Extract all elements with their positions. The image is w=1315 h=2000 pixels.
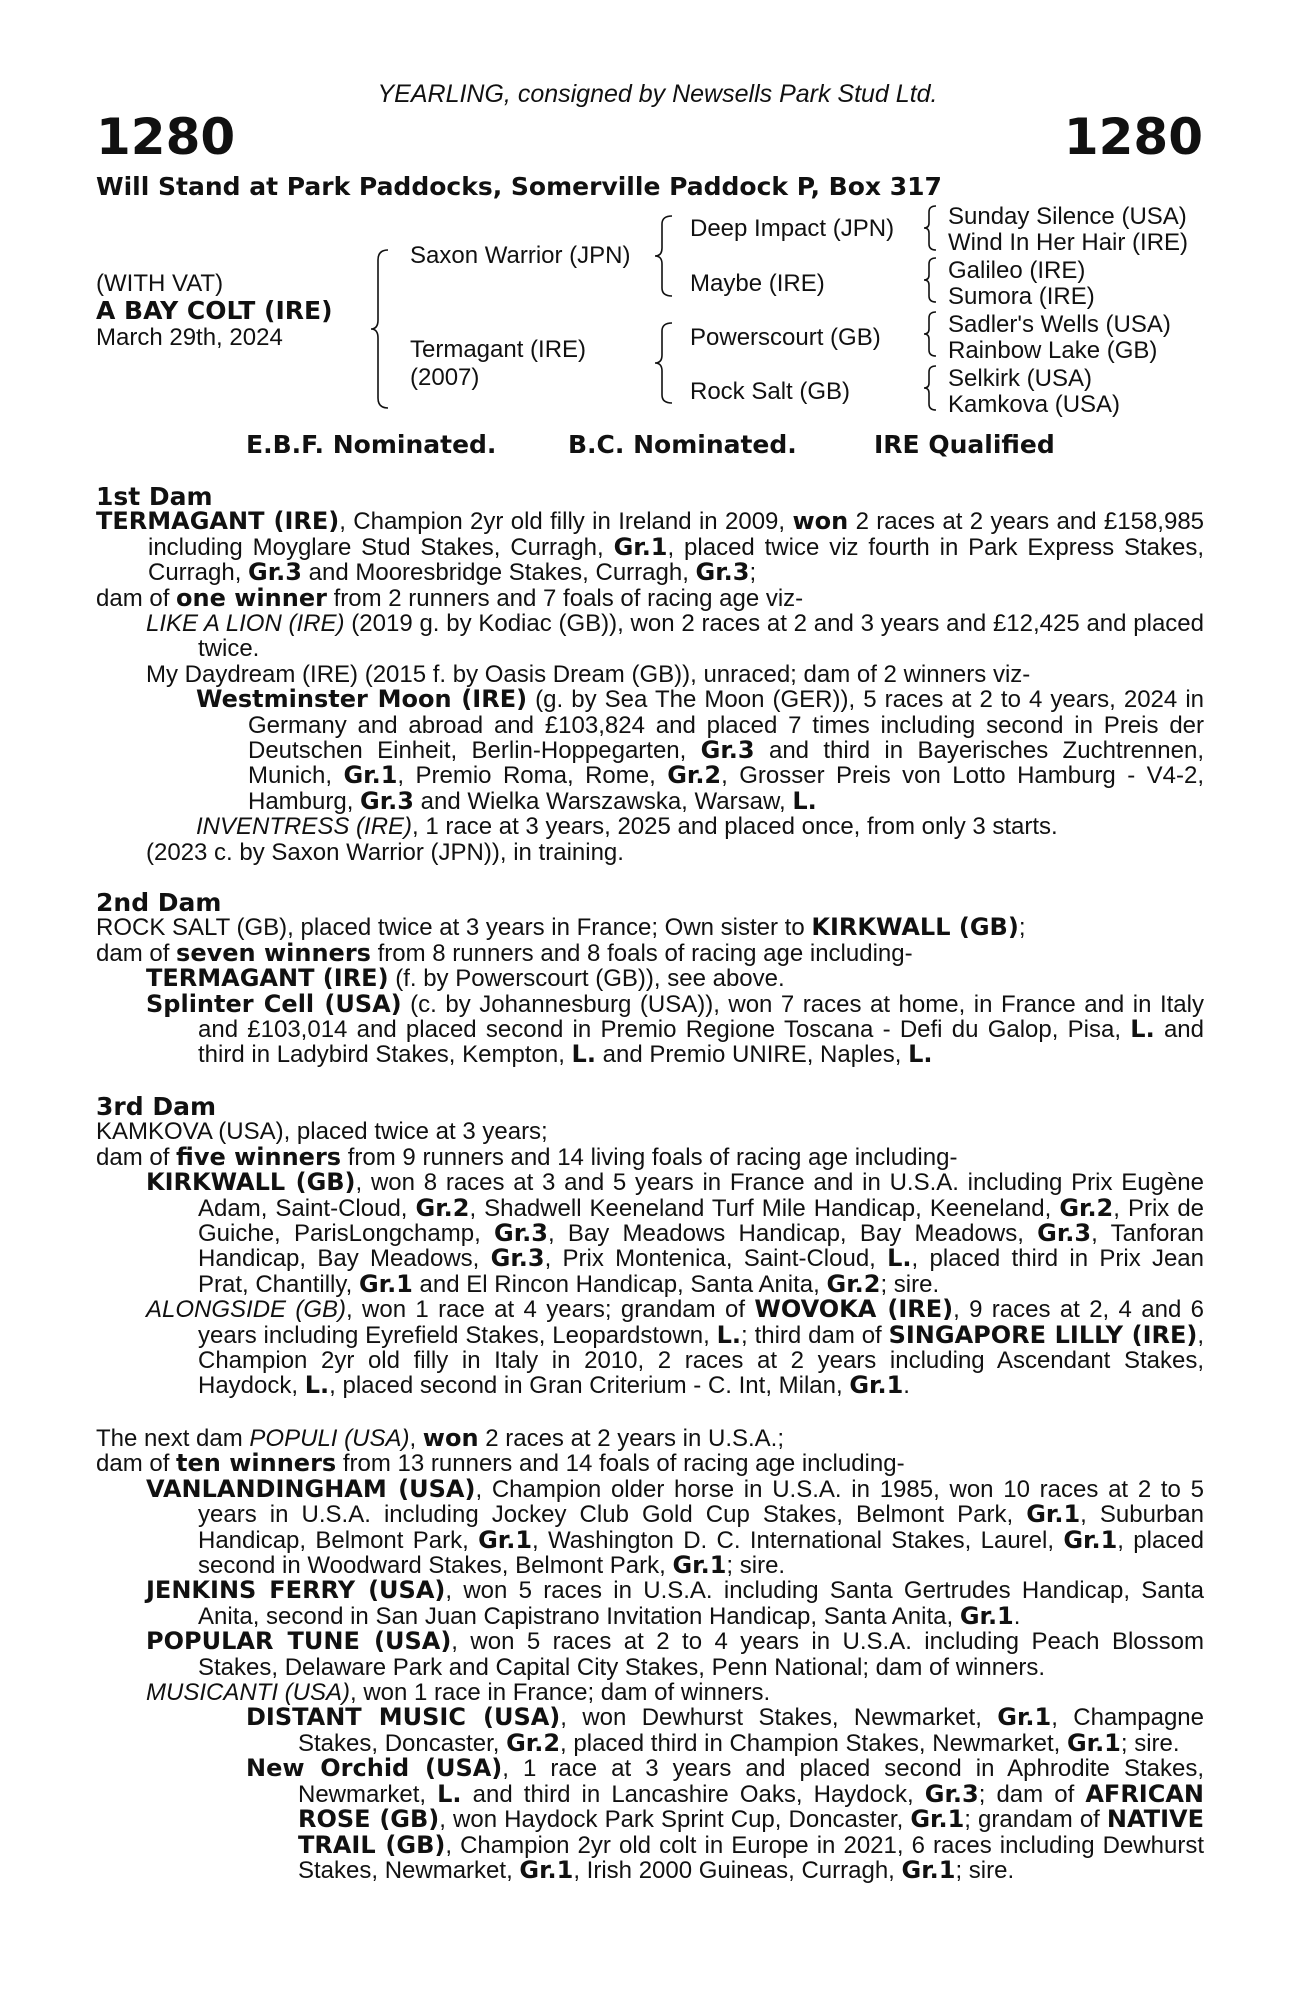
- nomination-bc: B.C. Nominated.: [568, 430, 797, 459]
- pedigree-brace-g1: [923, 204, 939, 252]
- lot-number-left: 1280: [96, 108, 236, 166]
- third-dam-foal-2: ALONGSIDE (GB), won 1 race at 4 years; grandam of WOVOKA (IRE), 9 races at 2, 4 and 6 years including Eyrefield Stakes, Leopardstown, L.; third dam of SINGAPORE LILLY (IRE), Champion 2yr old filly in Italy in 2010, 2 races at 2 years including Ascendant Stakes, Haydock, L., placed second in Gran Criterium - C. Int, Milan, Gr.1.: [146, 1295, 1205, 1400]
- pedigree-dam-sire: Powerscourt (GB): [690, 324, 881, 351]
- nomination-ebf: E.B.F. Nominated.: [246, 430, 497, 459]
- first-dam-foal-1: LIKE A LION (IRE) (2019 g. by Kodiac (GB)), won 2 races at 2 and 3 years and £12,425 and placed twice.: [146, 610, 1204, 663]
- next-dam-foal-1: VANLANDINGHAM (USA), Champion older horse in U.S.A. in 1985, won 10 races at 2 to 5 years in U.S.A. including Jockey Club Gold Cup Stakes, Belmont Park, Gr.1, Suburban Handicap, Belmont Park, Gr.1, Washington D. C. International Stakes, Laurel, Gr.1, placed second in Woodward Stakes, Belmont Park, Gr.1; sire.: [146, 1474, 1204, 1580]
- nomination-ire: IRE Qualified: [874, 430, 1055, 459]
- pedigree-brace-sire: [654, 214, 676, 298]
- second-dam-section: [96, 890, 1204, 1068]
- next-dam-section: [96, 1426, 1204, 1883]
- first-dam-foal-2: My Daydream (IRE) (2015 f. by Oasis Dream (GB)), unraced; dam of 2 winners viz-: [146, 660, 1031, 688]
- pedigree-dam-dam: Rock Salt (GB): [690, 378, 851, 405]
- third-dam-section: [96, 1094, 1204, 1399]
- section-heading-first-dam: 1st Dam: [96, 482, 213, 511]
- section-heading-second-dam: 2nd Dam: [96, 888, 222, 917]
- pedigree-g8: Kamkova (USA): [948, 391, 1121, 418]
- pedigree-brace-main: [370, 248, 392, 410]
- section-heading-third-dam: 3rd Dam: [96, 1092, 216, 1121]
- first-dam-grandfoal-2: INVENTRESS (IRE), 1 race at 3 years, 2025 and placed once, from only 3 starts.: [196, 813, 1058, 841]
- horse-dob: March 29th, 2024: [96, 324, 283, 351]
- stand-location: Will Stand at Park Paddocks, Somerville Paddock P, Box 317: [96, 172, 942, 201]
- lot-number-right: 1280: [1063, 108, 1203, 166]
- third-dam-para: KAMKOVA (USA), placed twice at 3 years;: [96, 1118, 548, 1146]
- pedigree-brace-dam: [654, 321, 676, 405]
- pedigree-brace-g4: [923, 364, 939, 412]
- next-dam-foal-2: JENKINS FERRY (USA), won 5 races in U.S.A. including Santa Gertrudes Handicap, Santa Anita, second in San Juan Capistrano Invitation Handicap, Santa Anita, Gr.1.: [146, 1576, 1204, 1630]
- pedigree-g1: Sunday Silence (USA): [948, 203, 1187, 230]
- pedigree-g6: Rainbow Lake (GB): [948, 337, 1158, 364]
- first-dam-section: [96, 484, 1204, 865]
- pedigree-g5: Sadler's Wells (USA): [948, 311, 1171, 338]
- first-dam-para: TERMAGANT (IRE), Champion 2yr old filly in Ireland in 2009, won 2 races at 2 years and £158,985 including Moyglare Stud Stakes, Curragh, Gr.1, placed twice viz fourth in Park Express Stakes, Curragh, Gr.3 and Mooresbridge Stakes, Curragh, Gr.3;: [96, 507, 1205, 587]
- first-dam-foal-3: (2023 c. by Saxon Warrior (JPN)), in training.: [146, 838, 624, 866]
- pedigree-dam-year: (2007): [410, 364, 480, 391]
- next-dam-grandfoal-2: New Orchid (USA), 1 race at 3 years and placed second in Aphrodite Stakes, Newmarket, L. and third in Lancashire Oaks, Haydock, Gr.3; dam of AFRICAN ROSE (GB), won Haydock Park Sprint Cup, Doncaster, Gr.1; grandam of NATIVE TRAIL (GB), Champion 2yr old colt in Europe in 2021, 6 races including Dewhurst Stakes, Newmarket, Gr.1, Irish 2000 Guineas, Curragh, Gr.1; sire.: [246, 1754, 1204, 1884]
- next-dam-grandfoal-1: DISTANT MUSIC (USA), won Dewhurst Stakes, Newmarket, Gr.1, Champagne Stakes, Doncaster, Gr.2, placed third in Champion Stakes, Newmarket, Gr.1; sire.: [246, 1703, 1204, 1757]
- second-dam-para: ROCK SALT (GB), placed twice at 3 years in France; Own sister to KIRKWALL (GB);: [96, 913, 1026, 942]
- first-dam-grandfoal-1: Westminster Moon (IRE) (g. by Sea The Moon (GER)), 5 races at 2 to 4 years, 2024 in Germany and abroad and £103,824 and placed 7 times including second in Preis der Deutschen Einheit, Berlin-Hoppegarten, Gr.3 and third in Bayerisches Zuchtrennen, Munich, Gr.1, Premio Roma, Rome, Gr.2, Grosser Preis von Lotto Hamburg - V4-2, Hamburg, Gr.3 and Wielka Warszawska, Warsaw, L.: [196, 685, 1205, 815]
- pedigree-brace-g2: [923, 256, 939, 304]
- horse-name: A BAY COLT (IRE): [96, 296, 333, 325]
- pedigree-g4: Sumora (IRE): [948, 283, 1095, 310]
- pedigree-sire-dam: Maybe (IRE): [690, 270, 825, 297]
- pedigree-sire-sire: Deep Impact (JPN): [690, 215, 895, 242]
- pedigree-sire: Saxon Warrior (JPN): [410, 242, 631, 269]
- first-dam-produce: dam of one winner from 2 runners and 7 foals of racing age viz-: [96, 583, 804, 612]
- next-dam-foal-3: POPULAR TUNE (USA), won 5 races at 2 to 4 years in U.S.A. including Peach Blossom Stakes, Delaware Park and Capital City Stakes, Penn National; dam of winners.: [146, 1627, 1204, 1681]
- next-dam-foal-4: MUSICANTI (USA), won 1 race in France; dam of winners.: [146, 1679, 771, 1707]
- second-dam-foal-1: TERMAGANT (IRE) (f. by Powerscourt (GB)), see above.: [146, 964, 785, 993]
- pedigree-g3: Galileo (IRE): [948, 257, 1086, 284]
- next-dam-para: The next dam POPULI (USA), won 2 races at 2 years in U.S.A.;: [96, 1424, 785, 1452]
- pedigree-g2: Wind In Her Hair (IRE): [948, 229, 1189, 256]
- second-dam-produce: dam of seven winners from 8 runners and 8 foals of racing age including-: [96, 938, 913, 967]
- second-dam-foal-2: Splinter Cell (USA) (c. by Johannesburg (USA)), won 7 races at home, in France and in Italy and £103,014 and placed second in Premio Regione Toscana - Defi du Galop, Pisa, L. and third in Ladybird Stakes, Kempton, L. and Premio UNIRE, Naples, L.: [146, 989, 1204, 1069]
- pedigree-g7: Selkirk (USA): [948, 365, 1093, 392]
- next-dam-produce: dam of ten winners from 13 runners and 14 foals of racing age including-: [96, 1449, 905, 1478]
- vat-label: (WITH VAT): [96, 270, 224, 297]
- third-dam-produce: dam of five winners from 9 runners and 14 living foals of racing age including-: [96, 1142, 958, 1171]
- page-subtitle: YEARLING, consigned by Newsells Park Stud Ltd.: [377, 80, 938, 108]
- third-dam-foal-1: KIRKWALL (GB), won 8 races at 3 and 5 years in France and in U.S.A. including Prix Eugène Adam, Saint-Cloud, Gr.2, Shadwell Keeneland Turf Mile Handicap, Keeneland, Gr.2, Prix de Guiche, ParisLongchamp, Gr.3, Bay Meadows Handicap, Bay Meadows, Gr.3, Tanforan Handicap, Bay Meadows, Gr.3, Prix Montenica, Saint-Cloud, L., placed third in Prix Jean Prat, Chantilly, Gr.1 and El Rincon Handicap, Santa Anita, Gr.2; sire.: [146, 1168, 1205, 1298]
- pedigree-dam: Termagant (IRE): [410, 336, 587, 363]
- pedigree-brace-g3: [923, 310, 939, 358]
